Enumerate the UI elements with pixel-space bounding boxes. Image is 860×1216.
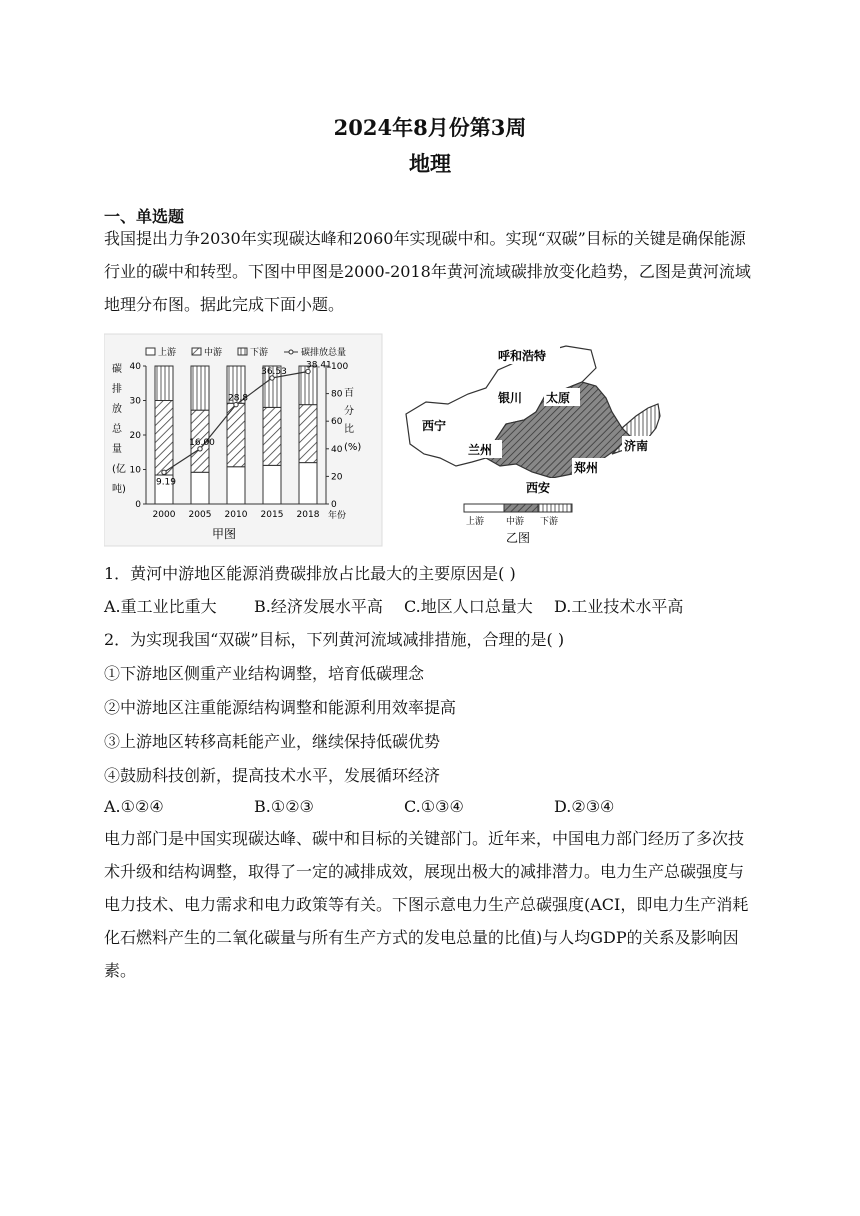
q1-option-c: C.地区人口总量大 — [404, 597, 533, 616]
bar-上游 — [263, 465, 281, 504]
map-legend-midstream: 中游 — [506, 517, 525, 527]
bar-中游 — [263, 407, 281, 465]
map-legend-upstream: 上游 — [466, 517, 485, 527]
chart-a-caption: 甲图 — [211, 527, 237, 541]
bar-上游 — [299, 463, 317, 504]
y-left-label: 碳排放总量(亿吨) — [112, 364, 126, 495]
total-data-label: 9.19 — [155, 477, 177, 488]
y-right-label: 百分比(%) — [344, 388, 362, 453]
bar-下游 — [155, 366, 173, 401]
bar-上游 — [191, 472, 209, 504]
city-xining: 西宁 — [422, 419, 447, 433]
x-tick-label: 2018 — [296, 510, 320, 520]
legend-upstream: 上游 — [158, 348, 177, 358]
total-data-label: 16.00 — [189, 437, 215, 448]
x-axis-label: 年份 — [328, 511, 347, 521]
city-taiyuan: 太原 — [546, 391, 571, 405]
q2-item-3: ③上游地区转移高耗能产业，继续保持低碳优势 — [104, 732, 441, 751]
bar-下游 — [191, 366, 209, 410]
total-data-label: 36.53 — [261, 366, 287, 377]
section-heading: 一、单选题 — [104, 207, 185, 226]
city-xian: 西安 — [526, 481, 551, 495]
q2-item-1: ①下游地区侧重产业结构调整，培育低碳理念 — [104, 664, 425, 683]
q1-stem: 1．黄河中游地区能源消费碳排放占比最大的主要原因是( ) — [104, 564, 516, 583]
chart-a — [104, 334, 382, 546]
total-data-label: 28.8 — [227, 393, 249, 404]
legend-downstream: 下游 — [250, 348, 269, 358]
q2-item-2: ②中游地区注重能源结构调整和能源利用效率提高 — [104, 698, 457, 717]
city-lanzhou: 兰州 — [468, 443, 493, 457]
q1-option-a: A.重工业比重大 — [104, 597, 217, 616]
x-tick-label: 2005 — [188, 510, 212, 520]
q1-option-b: B.经济发展水平高 — [254, 597, 383, 616]
y-right-tick-label: 60 — [331, 417, 343, 428]
q2-option-c: C.①③④ — [404, 797, 464, 816]
total-data-label: 38.41 — [306, 360, 332, 371]
city-hohhot: 呼和浩特 — [498, 349, 547, 363]
y-left-tick-label: 10 — [129, 465, 141, 476]
x-tick-label: 2010 — [224, 510, 248, 520]
q2-stem: 2．为实现我国“双碳”目标，下列黄河流域减排措施，合理的是( ) — [104, 630, 565, 649]
y-left-tick-label: 0 — [135, 500, 141, 510]
bar-上游 — [227, 467, 245, 504]
subject-title: 地理 — [409, 151, 451, 176]
bar-中游 — [299, 405, 317, 463]
y-right-tick-label: 100 — [331, 362, 349, 372]
x-tick-label: 2000 — [152, 510, 176, 520]
y-left-tick-label: 40 — [129, 362, 141, 372]
y-left-tick-label: 20 — [129, 431, 141, 441]
bar-中游 — [155, 401, 173, 476]
q2-option-a: A.①②④ — [104, 797, 164, 816]
figure — [104, 332, 664, 552]
legend-total: 碳排放总量 — [301, 348, 347, 358]
y-right-tick-label: 80 — [331, 389, 343, 400]
map-caption: 乙图 — [505, 531, 531, 545]
y-right-tick-label: 20 — [331, 472, 343, 483]
passage-1: 我国提出力争2030年实现碳达峰和2060年实现碳中和。实现“双碳”目标的关键是确保能源行业的碳中和转型。下图中甲图是2000-2018年黄河流域碳排放变化趋势，乙图是黄河流域地理分布图。据此完成下面小题。 — [104, 229, 751, 314]
q2-option-b: B.①②③ — [254, 797, 314, 816]
q2-option-d: D.②③④ — [554, 797, 615, 816]
page-title: 2024年8月份第3周 — [333, 115, 527, 140]
city-yinchuan: 银川 — [498, 391, 523, 405]
y-right-tick-label: 0 — [331, 500, 337, 510]
y-right-tick-label: 40 — [331, 444, 343, 455]
legend-midstream: 中游 — [204, 348, 223, 358]
q1-option-d: D.工业技术水平高 — [554, 597, 684, 616]
map-b — [386, 334, 664, 546]
y-left-tick-label: 30 — [129, 396, 141, 407]
city-zhengzhou: 郑州 — [574, 461, 599, 475]
city-jinan: 济南 — [624, 439, 649, 453]
x-tick-label: 2015 — [260, 510, 284, 520]
passage-2: 电力部门是中国实现碳达峰、碳中和目标的关键部门。近年来，中国电力部门经历了多次技术升级和结构调整，取得了一定的减排成效，展现出极大的减排潜力。电力生产总碳强度与电力技术、电力需求和电力政策等有关。下图示意电力生产总碳强度(ACI，即电力生产消耗化石燃料产生的二氧化碳量与所有生产方式的发电总量的比值)与人均GDP的关系及影响因素。 — [104, 829, 749, 980]
total-point — [162, 470, 166, 474]
map-legend-downstream: 下游 — [540, 517, 559, 527]
q2-item-4: ④鼓励科技创新，提高技术水平，发展循环经济 — [104, 766, 441, 785]
